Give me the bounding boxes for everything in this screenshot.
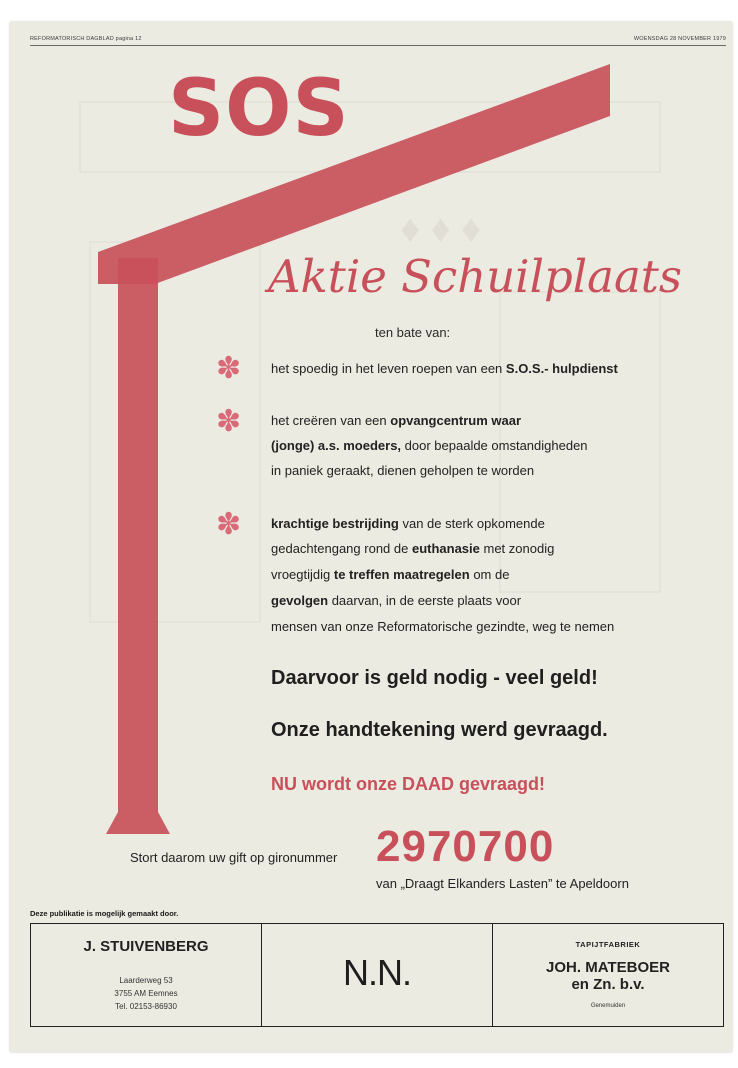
sponsor-name-line-2: en Zn. b.v. bbox=[571, 975, 645, 993]
sponsor-street: Laarderweg 53 bbox=[119, 976, 173, 985]
shelter-pillar bbox=[118, 258, 158, 812]
sponsor-name bbox=[493, 960, 723, 993]
sponsor-kicker: TAPIJTFABRIEK bbox=[575, 940, 641, 949]
bullet-text: door bepaalde omstandigheden bbox=[401, 438, 588, 453]
bullet-2-line-3 bbox=[271, 463, 534, 478]
sponsors-heading: Deze publikatie is mogelijk gemaakt door. bbox=[30, 909, 179, 918]
sponsor-box-nn bbox=[262, 924, 493, 1026]
bullet-1-line-1 bbox=[271, 361, 618, 376]
newspaper-page bbox=[10, 22, 732, 1052]
bullet-text: gedachtengang rond de bbox=[271, 541, 412, 556]
asterisk-flower-icon: ✽ bbox=[216, 352, 242, 385]
svg-text:♦ ♦ ♦: ♦ ♦ ♦ bbox=[400, 206, 482, 251]
bullet-text-bold: gevolgen bbox=[271, 593, 329, 608]
bullet-text: van de sterk opkomende bbox=[398, 516, 545, 531]
sponsor-name: N.N. bbox=[343, 952, 411, 993]
bullet-3-line-3 bbox=[271, 567, 509, 582]
bullet-text: mensen van onze Reformatorische gezindte, weg te nemen bbox=[271, 619, 615, 634]
bullet-3-line-4 bbox=[271, 593, 521, 608]
call-to-action: NU wordt onze DAAD gevraagd! bbox=[271, 774, 546, 794]
asterisk-flower-icon: ✽ bbox=[216, 508, 242, 541]
bullet-text-bold: krachtige bestrijding bbox=[271, 516, 399, 531]
sponsor-phone: Tel. 02153-86930 bbox=[115, 1002, 177, 1011]
bullet-text: vroegtijdig bbox=[271, 567, 334, 582]
intro-text: ten bate van: bbox=[375, 325, 451, 340]
giro-number: 2970700 bbox=[376, 822, 555, 871]
shelter-graphic bbox=[10, 22, 732, 1052]
sponsor-name: J. STUIVENBERG bbox=[83, 938, 209, 955]
campaign-title: Aktie Schuilplaats bbox=[268, 250, 682, 303]
bullet-3-line-2 bbox=[271, 541, 554, 556]
asterisk-flower-icon: ✽ bbox=[216, 405, 242, 438]
bullet-text-bold: euthanasie bbox=[411, 541, 480, 556]
shelter-base bbox=[106, 812, 170, 834]
statement-signature: Onze handtekening werd gevraagd. bbox=[271, 719, 608, 741]
bullet-text: het creëren van een bbox=[271, 413, 391, 428]
sponsor-city: 3755 AM Eemnes bbox=[114, 989, 178, 998]
bullet-text: om de bbox=[469, 567, 510, 582]
bullet-2-line-2 bbox=[271, 438, 588, 453]
bullet-text-bold: te treffen maatregelen bbox=[333, 567, 470, 582]
newspaper-header-date: WOENSDAG 28 NOVEMBER 1979 bbox=[633, 36, 726, 42]
bullet-text-bold: (jonge) a.s. moeders, bbox=[271, 438, 402, 453]
bullet-text-bold: S.O.S.- hulpdienst bbox=[505, 361, 618, 376]
bullet-text-bold: opvangcentrum waar bbox=[390, 413, 522, 428]
bullet-text: daarvan, in de eerste plaats voor bbox=[328, 593, 522, 608]
sponsor-box-stuivenberg bbox=[31, 924, 262, 1026]
bullet-text: met zonodig bbox=[479, 541, 555, 556]
statement-money: Daarvoor is geld nodig - veel geld! bbox=[271, 667, 598, 689]
giro-prefix: Stort daarom uw gift op gironummer bbox=[130, 850, 338, 865]
bullet-2-line-1 bbox=[271, 413, 521, 428]
sponsor-box-mateboer bbox=[493, 924, 723, 1026]
sponsor-name-line-1: JOH. MATEBOER bbox=[546, 959, 670, 976]
sponsor-boxes bbox=[30, 923, 724, 1027]
bullet-3-line-5 bbox=[271, 619, 614, 634]
bullet-text: het spoedig in het leven roepen van een bbox=[271, 361, 506, 376]
bullet-text: in paniek geraakt, dienen geholpen te worden bbox=[271, 463, 535, 478]
sponsor-place: Genemuiden bbox=[590, 1003, 626, 1009]
giro-recipient: van „Draagt Elkanders Lasten” te Apeldoorn bbox=[376, 876, 629, 891]
newspaper-header-left: REFORMATORISCH DAGBLAD pagina 12 bbox=[30, 36, 142, 42]
bullet-3-line-1 bbox=[271, 516, 545, 531]
headline-sos: SOS bbox=[168, 64, 350, 154]
